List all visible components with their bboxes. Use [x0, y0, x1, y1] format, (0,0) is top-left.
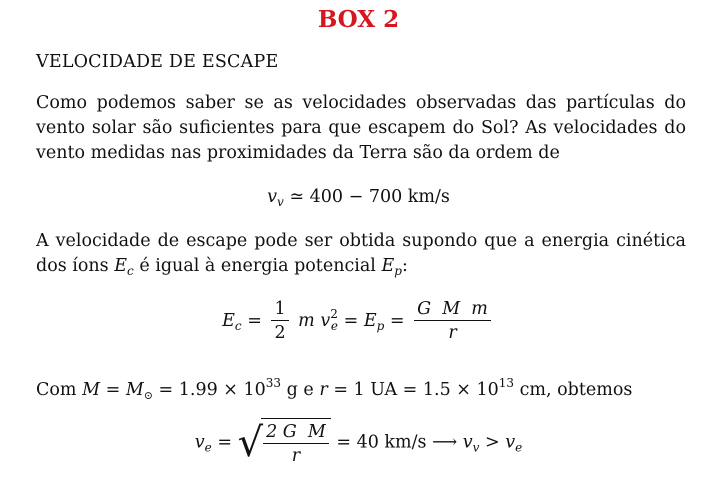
paragraph-intro: Como podemos saber se as velocidades observadas das partículas do vento solar são suficientes para que escapem do Sol? As velocidades do vento medidas nas proximidades da Terra são da ordem de [36, 93, 686, 163]
equation-energy-balance: $E_c$ = $\frac{1}{2}$ m $v^2_e = E_p$ = $\frac{\text{G M m}}{r}$ [0, 298, 717, 345]
eq3-sqrt [238, 418, 331, 468]
p2-var-ep: E [381, 256, 395, 276]
eq3-fraction [263, 421, 329, 468]
eq2-grav-fraction [414, 298, 491, 345]
eq3-ve2-sub: e [515, 440, 523, 455]
paragraph-energy [36, 229, 686, 284]
eq2-ec-sub: c [234, 319, 242, 333]
eq1-lhs-var: v [267, 187, 278, 207]
p3-Msun-var: M [125, 380, 144, 400]
p2-text-c: : [401, 256, 408, 276]
p2-text-b: é igual à energia potencial [139, 256, 376, 276]
eq3-sqrt-den: r [291, 446, 301, 466]
equation-wind-speed [0, 187, 717, 209]
sqrt-symbol: √ [237, 420, 264, 466]
eq3-vv-sub: v [472, 440, 480, 455]
eq2-v-sub: e [330, 319, 338, 333]
eq2-v-sup: 2 [330, 307, 338, 321]
eq3-vv-var: v [462, 432, 473, 453]
eq3-result: = 40 km/s [336, 432, 427, 453]
eq2-half-den: 2 [274, 323, 286, 343]
eq2-ep-sub: p [376, 319, 385, 333]
eq2-ep-var: E [363, 311, 377, 331]
p3-text-a: Com [36, 380, 77, 400]
eq2-v-var: v [320, 311, 331, 331]
p3-mass-value: = 1.99 × 10 [158, 380, 266, 400]
eq3-sqrt-num: 2 G M [263, 421, 329, 444]
eq3-arrow: ⟶ [432, 432, 458, 453]
eq2-ec-var: E [222, 311, 235, 331]
p3-mass-exp: 33 [265, 376, 282, 390]
eq2-m-var: m [298, 311, 315, 331]
eq2-grav-den: r [448, 323, 457, 343]
p3-r-var: r [319, 380, 328, 400]
eq2-half-fraction [271, 298, 288, 345]
paragraph-values: Com $M = M_⊙ = 1.99 \times 10^{33}$ g e r = 1 UA = $1.5 \times 10^{13}$ cm, obtemos [36, 376, 633, 402]
p2-text-a: A velocidade de escape pode ser obtida supondo que a energia cinética dos íons [36, 231, 686, 276]
box-title: BOX 2 [317, 6, 400, 33]
p3-text-b: g e [286, 380, 314, 400]
p2-var-ec: E [114, 256, 128, 276]
p3-text-c: cm, obtemos [519, 380, 633, 400]
eq2-half-num: 1 [271, 298, 288, 321]
eq3-gt: > [485, 432, 500, 453]
p2-sub-c: c [127, 264, 134, 278]
eq1-value: 400 − 700 km/s [309, 187, 450, 207]
eq1-lhs-sub: v [277, 195, 284, 209]
p3-dist-exp: 13 [498, 376, 515, 390]
eq2-grav-num: G M m [414, 298, 491, 321]
eq3-ve2-var: v [505, 432, 516, 453]
p3-M-var: M [82, 380, 101, 400]
eq3-ve-sub: e [204, 440, 212, 455]
sun-symbol: ⊙ [143, 389, 153, 402]
p3-dist-value: = 1 UA = 1.5 × 10 [333, 380, 499, 400]
section-heading: VELOCIDADE DE ESCAPE [36, 52, 279, 72]
eq1-relation: ≃ [289, 187, 305, 207]
p2-sub-p: p [394, 264, 402, 278]
equation-escape-velocity: $v_e$ = √ $\frac{\text{2 G M}}{r}$ = 40 km/s ⟶ $v_v > v_e$ [194, 420, 523, 466]
eq3-ve-var: v [194, 432, 205, 453]
